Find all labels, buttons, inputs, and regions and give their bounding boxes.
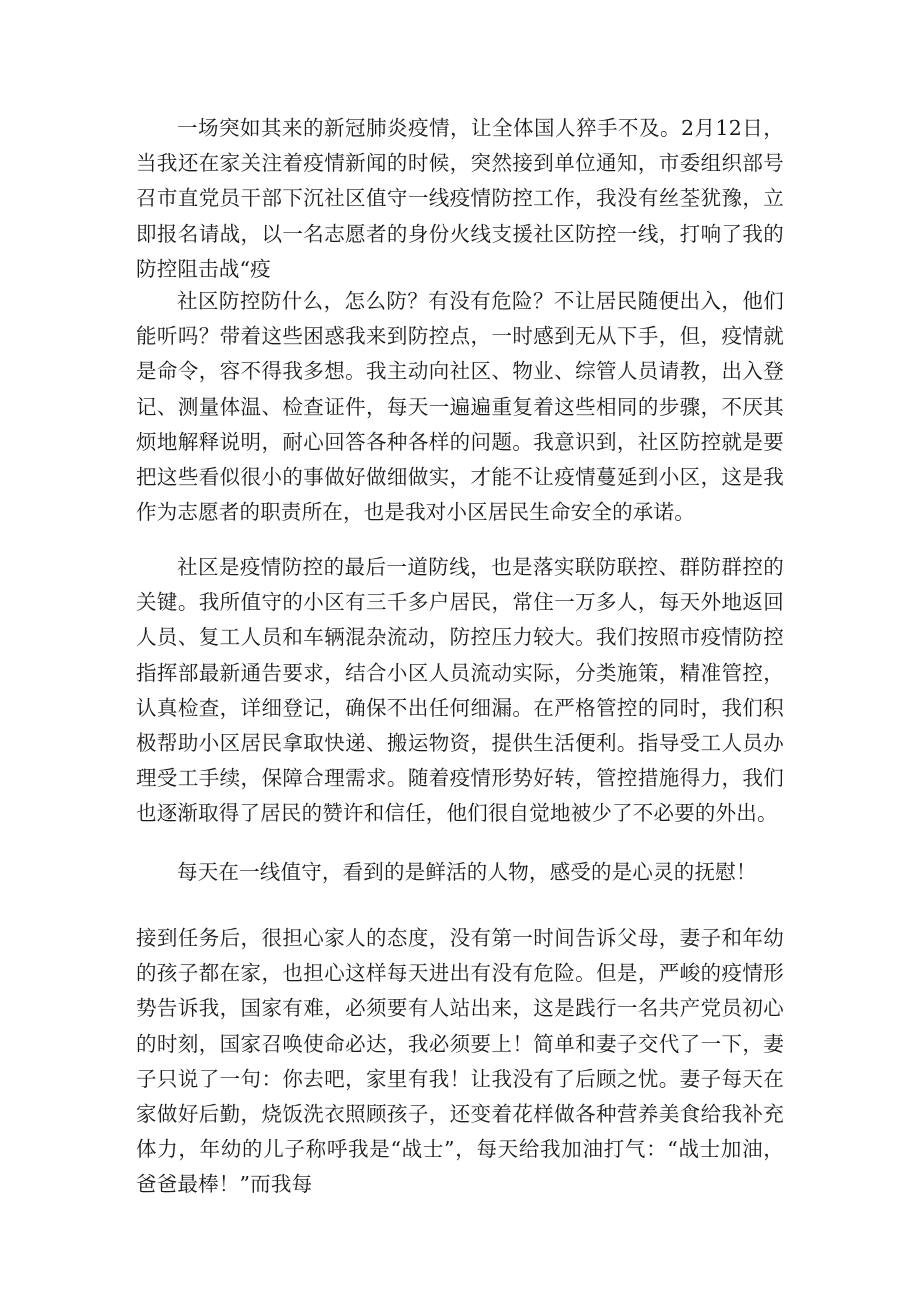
paragraph-3: 社区是疫情防控的最后一道防线，也是落实联防联控、群防群控的关键。我所值守的小区有三千多户居民，常住一万多人，每天外地返回人员、复工人员和车辆混杂流动，防控压力较大。我们按照市疫情防控指挥部最新通告要求，结合小区人员流动实际，分类施策，精准管控，认真检查，详细登记，确保不出任何细漏。在严格管控的同时，我们积极帮助小区居民拿取快递、搬运物资，提供生活便利。指导受工人员办理受工手续，保障合理需求。随着疫情形势好转，管控措施得力，我们也逐渐取得了居民的赞许和信任，他们很自觉地被少了不必要的外出。 [136,555,784,826]
paragraph-2: 社区防控防什么，怎么防？有没有危险？不让居民随便出入，他们能听吗？带着这些困惑我来到防控点，一时感到无从下手，但，疫情就是命令，容不得我多想。我主动向社区、物业、综管人员请教，出入登记、测量体温、检查证件，每天一遍遍重复着这些相同的步骤，不厌其烦地解释说明，耐心回答各种各样的问题。我意识到，社区防控就是要把这些看似很小的事做好做细做实，才能不让疫情蔓延到小区，这是我作为志愿者的职责所在，也是我对小区居民生命安全的承诺。 [136,289,784,525]
paragraph-4: 每天在一线值守，看到的是鲜活的人物，感受的是心灵的抚慰！ [177,860,757,884]
paragraph-5: 接到任务后，很担心家人的态度，没有第一时间告诉父母，妻子和年幼的孩子都在家，也担心这样每天进出有没有危险。但是，严峻的疫情形势告诉我，国家有难，必须要有人站出来，这是践行一名共产党员初心的时刻，国家召唤使命必达，我必须要上！简单和妻子交代了一下，妻子只说了一句：你去吧，家里有我！让我没有了后顾之忧。妻子每天在家做好后勤，烧饭洗衣照顾孩子，还变着花样做各种营养美食给我补充体力，年幼的儿子称呼我是“战士”，每天给我加油打气：“战士加油，爸爸最棒！”而我每 [136,926,784,1197]
paragraph-1: 一场突如其来的新冠肺炎疫情，让全体国人猝手不及。2月12日，当我还在家关注着疫情新闻的时候，突然接到单位通知，市委组织部号召市直党员干部下沉社区值守一线疫情防控工作，我没有丝荃犹豫，立即报名请战，以一名志愿者的身份火线支援社区防控一线，打响了我的防控阻击战“疫 [136,116,784,281]
